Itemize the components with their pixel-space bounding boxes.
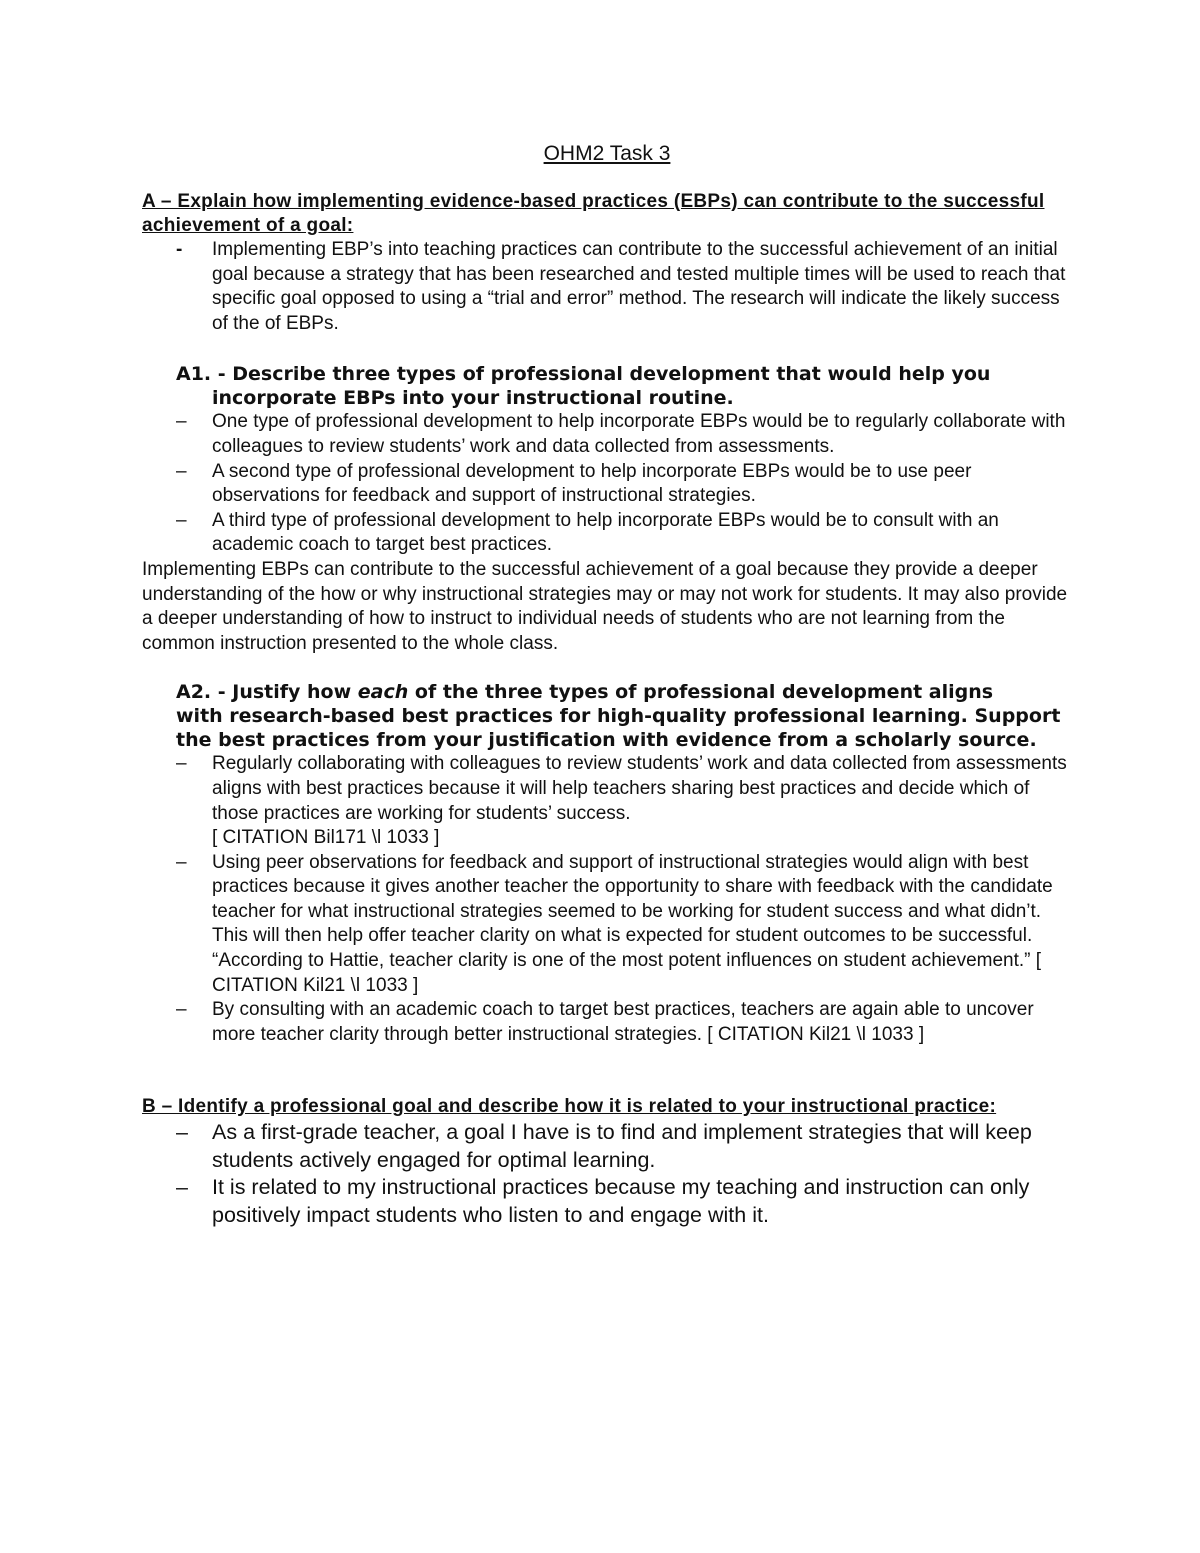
section-a2-heading-rest: with research-based best practices for high-quality professional learning. Support the best practices from your justification with evidence from a scholarly source. [176,705,1061,752]
list-item [142,410,1072,459]
section-a2-heading [142,680,1072,752]
bullet-marker: – [176,411,187,433]
section-a1-paragraph: Implementing EBPs can contribute to the successful achievement of a goal because they provide a deeper understanding of the how or why instructional strategies may or may not work for students. It may also provide a deeper understanding of how to instruct to individual needs of students who are not learning from the common instruction presented to the whole class. [142,558,1068,654]
bullet-marker: – [176,851,187,873]
section-a-heading: A – Explain how implementing evidence-based practices (EBPs) can contribute to the successful achievement of a goal: [142,191,1045,236]
bullet-marker: – [176,1175,188,1200]
section-a1-heading-line1: Describe three types of professional development that would help you [232,363,991,386]
section-a1-bullet-3: A third type of professional development to help incorporate EBPs would be to consult with an academic coach to target best practices. [212,509,999,556]
section-a1-label: A1. - [176,363,233,386]
bullet-marker: – [176,753,187,775]
list-item [142,851,1072,999]
bullet-marker: – [176,460,187,482]
list-item [142,238,1072,336]
section-b-heading: B – Identify a professional goal and describe how it is related to your instructional practice: [142,1096,997,1118]
bullet-marker: – [176,509,187,531]
list-item [142,1119,1072,1174]
section-a2-heading-emphasis: each [357,681,409,704]
section-a2-bullet-2: Using peer observations for feedback and support of instructional strategies would align with best practices because it gives another teacher the opportunity to share with feedback with the candidate teacher for what instructional strategies seemed to be working for student success and what didn’t. This will then help offer teacher clarity on what is expected for student outcomes to be successful. “According to Hattie, teacher clarity is one of the most potent influences on student achievement.” [ CITATION Kil21 \l 1033 ] [212,851,1053,996]
section-b-list [142,1119,1072,1229]
document-page [142,140,1072,1229]
citation: [ CITATION Bil171 \l 1033 ] [212,827,440,849]
page-title: OHM2 Task 3 [543,142,671,165]
section-a2-bullet-1: Regularly collaborating with colleagues to review students’ work and data collected from assessments aligns with best practices because it will help teachers sharing best practices and decide which of those practices are working for students’ success. [212,753,1067,824]
bullet-marker: – [176,999,187,1021]
list-item [142,752,1072,850]
section-a1-bullet-1: One type of professional development to help incorporate EBPs would be to regularly collaborate with colleagues to review students’ work and data collected from assessments. [212,411,1066,457]
section-a2-heading-pre: Justify how [232,681,358,704]
list-item [142,460,1072,509]
section-a2-bullet-3: By consulting with an academic coach to target best practices, teachers are again able to uncover more teacher clarity through better instructional strategies. [ CITATION Kil21 \l 1033 ] [212,999,1034,1045]
section-a1-bullet-2: A second type of professional development to help incorporate EBPs would be to use peer observations for feedback and support of instructional strategies. [212,460,972,507]
section-a1-heading-line2: incorporate EBPs into your instructional routine. [212,387,734,410]
section-a2-heading-post: of the three types of professional development aligns [408,681,994,704]
section-b-bullet-2: It is related to my instructional practices because my teaching and instruction can only positively impact students who listen to and engage with it. [212,1175,1030,1227]
section-a2-label: A2. - [176,681,233,704]
section-a2-list [142,752,1072,1047]
bullet-marker: – [176,1120,188,1145]
list-item [142,509,1072,558]
section-a1-list [142,410,1072,558]
section-b-bullet-1: As a first-grade teacher, a goal I have is to find and implement strategies that will keep students actively engaged for optimal learning. [212,1120,1032,1172]
section-a-list [142,238,1072,336]
list-item [142,1174,1072,1229]
list-item [142,998,1072,1047]
bullet-marker: - [176,239,183,260]
section-a-bullet-text: Implementing EBP’s into teaching practices can contribute to the successful achievement of an initial goal because a strategy that has been researched and tested multiple times will be used to reach that specific goal opposed to using a “trial and error” method. The research will indicate the likely success of the of EBPs. [212,239,1066,334]
section-a1-heading [142,362,1072,410]
